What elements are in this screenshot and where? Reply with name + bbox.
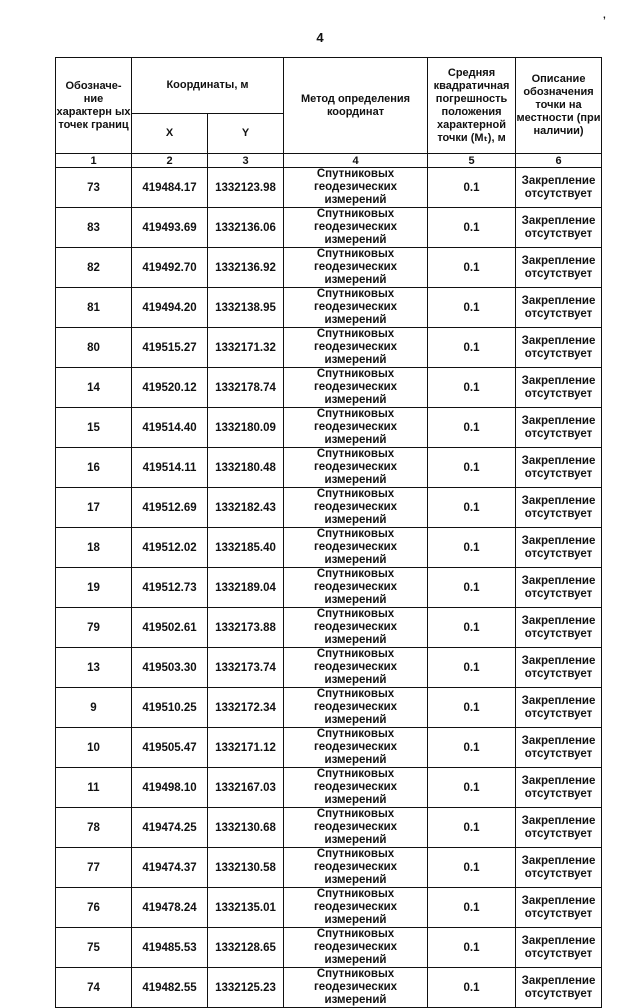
method-cell [284, 968, 428, 1008]
coord-y: 1332171.12 [208, 728, 284, 768]
method-line-1: Спутниковых [316, 728, 395, 740]
method-line-1: Спутниковых [316, 328, 395, 340]
point-description: Закрепление отсутствует [516, 488, 602, 528]
point-number: 77 [56, 848, 132, 888]
point-description: Закрепление отсутствует [516, 608, 602, 648]
column-number: 4 [284, 154, 428, 168]
point-number: 11 [56, 768, 132, 808]
method-cell [284, 848, 428, 888]
point-number: 82 [56, 248, 132, 288]
method-line-1: Спутниковых [316, 528, 395, 540]
method-line-2: геодезических измерений [313, 621, 398, 646]
coord-y: 1332182.43 [208, 488, 284, 528]
coord-y: 1332180.48 [208, 448, 284, 488]
column-number: 1 [56, 154, 132, 168]
error-value: 0.1 [428, 448, 516, 488]
coord-y: 1332173.88 [208, 608, 284, 648]
method-line-2: геодезических измерений [313, 741, 398, 766]
table-row [56, 448, 602, 488]
method-line-1: Спутниковых [316, 248, 395, 260]
coord-x: 419485.53 [132, 928, 208, 968]
error-value: 0.1 [428, 408, 516, 448]
method-line-2: геодезических измерений [313, 221, 398, 246]
column-number: 5 [428, 154, 516, 168]
method-line-2: геодезических измерений [313, 661, 398, 686]
error-value: 0.1 [428, 488, 516, 528]
page-number: 4 [316, 30, 324, 45]
error-value: 0.1 [428, 528, 516, 568]
point-number: 17 [56, 488, 132, 528]
point-number: 73 [56, 168, 132, 208]
coord-y: 1332125.23 [208, 968, 284, 1008]
point-description: Закрепление отсутствует [516, 808, 602, 848]
table-row [56, 928, 602, 968]
method-cell [284, 688, 428, 728]
method-cell [284, 408, 428, 448]
point-description: Закрепление отсутствует [516, 688, 602, 728]
method-cell [284, 448, 428, 488]
method-line-1: Спутниковых [316, 568, 395, 580]
column-number: 6 [516, 154, 602, 168]
header-point: Обозначе-ние характерн ых точек границ [56, 58, 132, 154]
point-description: Закрепление отсутствует [516, 768, 602, 808]
error-value: 0.1 [428, 368, 516, 408]
column-number: 3 [208, 154, 284, 168]
coord-x: 419520.12 [132, 368, 208, 408]
error-value: 0.1 [428, 248, 516, 288]
point-description: Закрепление отсутствует [516, 968, 602, 1008]
table-body [56, 168, 602, 1008]
point-number: 81 [56, 288, 132, 328]
coordinates-table [55, 57, 602, 1008]
table-row [56, 328, 602, 368]
point-description: Закрепление отсутствует [516, 368, 602, 408]
method-line-2: геодезических измерений [313, 981, 398, 1006]
coord-x: 419512.73 [132, 568, 208, 608]
coord-y: 1332172.34 [208, 688, 284, 728]
coord-x: 419498.10 [132, 768, 208, 808]
error-value: 0.1 [428, 688, 516, 728]
method-cell [284, 728, 428, 768]
header-x: X [132, 114, 208, 154]
method-line-2: геодезических измерений [313, 821, 398, 846]
method-line-2: геодезических измерений [313, 261, 398, 286]
table-row [56, 688, 602, 728]
method-cell [284, 768, 428, 808]
coord-x: 419512.02 [132, 528, 208, 568]
coord-y: 1332136.92 [208, 248, 284, 288]
point-description: Закрепление отсутствует [516, 408, 602, 448]
method-line-2: геодезических измерений [313, 541, 398, 566]
table-row [56, 888, 602, 928]
point-description: Закрепление отсутствует [516, 568, 602, 608]
point-description: Закрепление отсутствует [516, 208, 602, 248]
error-value: 0.1 [428, 808, 516, 848]
method-cell [284, 888, 428, 928]
table-row [56, 168, 602, 208]
method-line-1: Спутниковых [316, 408, 395, 420]
coord-y: 1332185.40 [208, 528, 284, 568]
point-description: Закрепление отсутствует [516, 448, 602, 488]
header-y: Y [208, 114, 284, 154]
point-description: Закрепление отсутствует [516, 728, 602, 768]
method-line-2: геодезических измерений [313, 781, 398, 806]
method-line-2: геодезических измерений [313, 581, 398, 606]
coord-y: 1332173.74 [208, 648, 284, 688]
method-line-1: Спутниковых [316, 928, 395, 940]
coord-x: 419503.30 [132, 648, 208, 688]
corner-mark: , [603, 10, 606, 21]
coord-x: 419514.40 [132, 408, 208, 448]
coord-x: 419505.47 [132, 728, 208, 768]
error-value: 0.1 [428, 208, 516, 248]
method-cell [284, 248, 428, 288]
point-description: Закрепление отсутствует [516, 248, 602, 288]
coord-y: 1332171.32 [208, 328, 284, 368]
method-line-1: Спутниковых [316, 648, 395, 660]
header-description: Описание обозначения точки на местности (при наличии) [516, 58, 602, 154]
point-description: Закрепление отсутствует [516, 888, 602, 928]
method-line-1: Спутниковых [316, 768, 395, 780]
table-row [56, 488, 602, 528]
method-line-2: геодезических измерений [313, 381, 398, 406]
error-value: 0.1 [428, 768, 516, 808]
method-line-1: Спутниковых [316, 848, 395, 860]
point-number: 13 [56, 648, 132, 688]
error-value: 0.1 [428, 728, 516, 768]
point-number: 75 [56, 928, 132, 968]
method-cell [284, 568, 428, 608]
coord-x: 419510.25 [132, 688, 208, 728]
point-description: Закрепление отсутствует [516, 528, 602, 568]
table-row [56, 568, 602, 608]
point-description: Закрепление отсутствует [516, 648, 602, 688]
coord-y: 1332167.03 [208, 768, 284, 808]
point-number: 9 [56, 688, 132, 728]
point-description: Закрепление отсутствует [516, 328, 602, 368]
table-row [56, 528, 602, 568]
method-line-2: геодезических измерений [313, 181, 398, 206]
coord-y: 1332130.68 [208, 808, 284, 848]
coord-x: 419515.27 [132, 328, 208, 368]
table-row [56, 288, 602, 328]
point-number: 10 [56, 728, 132, 768]
point-number: 74 [56, 968, 132, 1008]
coord-x: 419492.70 [132, 248, 208, 288]
coord-x: 419493.69 [132, 208, 208, 248]
method-line-1: Спутниковых [316, 488, 395, 500]
coord-x: 419484.17 [132, 168, 208, 208]
point-number: 76 [56, 888, 132, 928]
error-value: 0.1 [428, 168, 516, 208]
table-row [56, 608, 602, 648]
method-line-1: Спутниковых [316, 168, 395, 180]
method-line-2: геодезических измерений [313, 941, 398, 966]
coord-x: 419482.55 [132, 968, 208, 1008]
coord-x: 419474.25 [132, 808, 208, 848]
coord-y: 1332123.98 [208, 168, 284, 208]
method-cell [284, 168, 428, 208]
table-row [56, 848, 602, 888]
method-cell [284, 648, 428, 688]
error-value: 0.1 [428, 288, 516, 328]
table-row [56, 208, 602, 248]
coord-x: 419512.69 [132, 488, 208, 528]
point-description: Закрепление отсутствует [516, 848, 602, 888]
header-method: Метод определения координат [284, 58, 428, 154]
method-cell [284, 488, 428, 528]
method-line-2: геодезических измерений [313, 421, 398, 446]
error-value: 0.1 [428, 848, 516, 888]
table-header-row [56, 58, 602, 114]
method-cell [284, 328, 428, 368]
coord-x: 419494.20 [132, 288, 208, 328]
coord-x: 419514.11 [132, 448, 208, 488]
error-value: 0.1 [428, 888, 516, 928]
method-line-1: Спутниковых [316, 608, 395, 620]
table-row [56, 968, 602, 1008]
table-row [56, 408, 602, 448]
method-cell [284, 808, 428, 848]
header-coordinates: Координаты, м [132, 58, 284, 114]
method-cell [284, 208, 428, 248]
column-number-row [56, 154, 602, 168]
error-value: 0.1 [428, 928, 516, 968]
method-line-2: геодезических измерений [313, 341, 398, 366]
method-line-2: геодезических измерений [313, 901, 398, 926]
method-line-2: геодезических измерений [313, 861, 398, 886]
coord-y: 1332130.58 [208, 848, 284, 888]
error-value: 0.1 [428, 648, 516, 688]
method-line-1: Спутниковых [316, 888, 395, 900]
method-line-1: Спутниковых [316, 688, 395, 700]
coord-y: 1332189.04 [208, 568, 284, 608]
coord-y: 1332136.06 [208, 208, 284, 248]
table-row [56, 808, 602, 848]
method-line-2: геодезических измерений [313, 461, 398, 486]
method-cell [284, 368, 428, 408]
point-number: 14 [56, 368, 132, 408]
method-cell [284, 608, 428, 648]
table-row [56, 648, 602, 688]
error-value: 0.1 [428, 608, 516, 648]
header-error: Средняя квадратичная погрешность положения характерной точки (Мₜ), м [428, 58, 516, 154]
method-line-1: Спутниковых [316, 208, 395, 220]
method-line-2: геодезических измерений [313, 501, 398, 526]
table-row [56, 728, 602, 768]
point-number: 15 [56, 408, 132, 448]
column-number: 2 [132, 154, 208, 168]
coord-y: 1332180.09 [208, 408, 284, 448]
point-number: 16 [56, 448, 132, 488]
method-line-1: Спутниковых [316, 448, 395, 460]
table-row [56, 248, 602, 288]
coord-y: 1332128.65 [208, 928, 284, 968]
point-number: 18 [56, 528, 132, 568]
point-number: 19 [56, 568, 132, 608]
method-line-1: Спутниковых [316, 288, 395, 300]
point-number: 83 [56, 208, 132, 248]
point-description: Закрепление отсутствует [516, 288, 602, 328]
point-number: 80 [56, 328, 132, 368]
point-description: Закрепление отсутствует [516, 168, 602, 208]
error-value: 0.1 [428, 328, 516, 368]
method-line-1: Спутниковых [316, 368, 395, 380]
method-line-2: геодезических измерений [313, 301, 398, 326]
point-number: 78 [56, 808, 132, 848]
coord-x: 419478.24 [132, 888, 208, 928]
point-number: 79 [56, 608, 132, 648]
error-value: 0.1 [428, 968, 516, 1008]
coord-y: 1332178.74 [208, 368, 284, 408]
table-row [56, 768, 602, 808]
method-line-1: Спутниковых [316, 808, 395, 820]
method-line-1: Спутниковых [316, 968, 395, 980]
coord-y: 1332135.01 [208, 888, 284, 928]
coord-y: 1332138.95 [208, 288, 284, 328]
method-cell [284, 928, 428, 968]
method-cell [284, 528, 428, 568]
method-cell [284, 288, 428, 328]
coord-x: 419502.61 [132, 608, 208, 648]
method-line-2: геодезических измерений [313, 701, 398, 726]
point-description: Закрепление отсутствует [516, 928, 602, 968]
table-row [56, 368, 602, 408]
coord-x: 419474.37 [132, 848, 208, 888]
error-value: 0.1 [428, 568, 516, 608]
